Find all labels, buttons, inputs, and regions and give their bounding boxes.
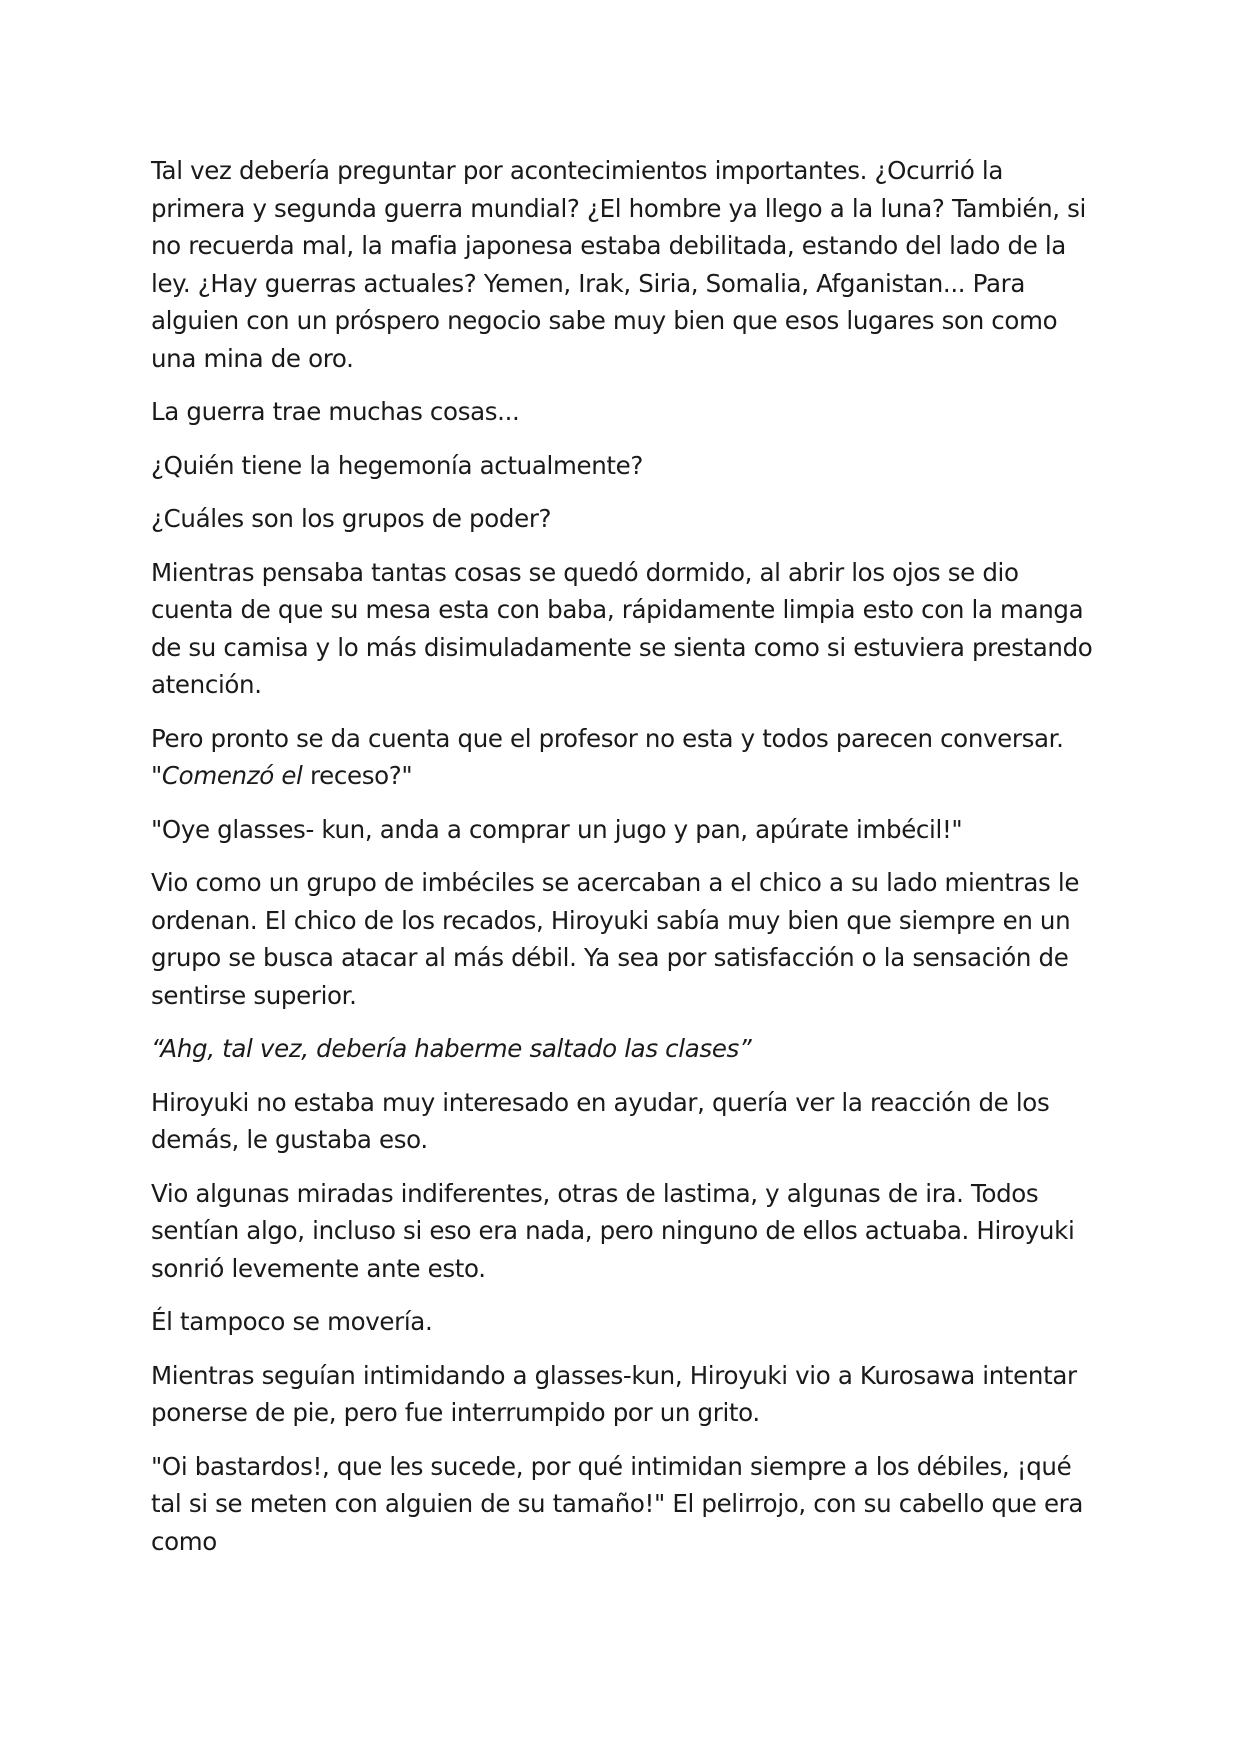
- paragraph: Él tampoco se movería.: [151, 1307, 433, 1336]
- dialogue-line: "Oye glasses- kun, anda a comprar un jugo y pan, apúrate imbécil!": [151, 814, 963, 844]
- paragraph-with-italic: [151, 720, 1101, 795]
- paragraph: Mientras pensaba tantas cosas se quedó dormido, al abrir los ojos se dio cuenta de que su mesa esta con baba, rápidamente limpia esto con la manga de su camisa y lo más disimuladamente se sienta como si estuviera prestando atención.: [151, 557, 1093, 699]
- paragraph: Mientras seguían intimidando a glasses-kun, Hiroyuki vio a Kurosawa intentar ponerse de pie, pero fue interrumpido por un grito.: [151, 1360, 1077, 1427]
- paragraph: "Oi bastardos!, que les sucede, por qué intimidan siempre a los débiles, ¡qué tal si se meten con alguien de su tamaño!" El pelirrojo, con su cabello que era como: [151, 1451, 1084, 1556]
- paragraph: Vio como un grupo de imbéciles se acercaban a el chico a su lado mientras le ordenan. El chico de los recados, Hiroyuki sabía muy bien que siempre en un grupo se busca atacar al más débil. Ya sea por satisfacción o la sensación de sentirse superior.: [151, 868, 1080, 1010]
- paragraph: ¿Quién tiene la hegemonía actualmente?: [151, 450, 644, 480]
- paragraph-text: Pero pronto se da cuenta que el profesor no esta y todos parecen conversar.: [151, 723, 1064, 753]
- paragraph: Tal vez debería preguntar por acontecimientos importantes. ¿Ocurrió la primera y segunda guerra mundial? ¿El hombre ya llego a la luna? También, si no recuerda mal, la mafia japonesa estaba debilitada, estando del lado de la ley. ¿Hay guerras actuales? Yemen, Irak, Siria, Somalia, Afganistan... Para alguien con un próspero negocio sabe muy bien que esos lugares son como una mina de oro.: [151, 156, 1086, 373]
- paragraph: ¿Cuáles son los grupos de poder?: [151, 504, 552, 533]
- quote-tail: receso?": [302, 761, 413, 790]
- italic-quote: "Comenzó el: [151, 761, 303, 790]
- paragraph: Vio algunas miradas indiferentes, otras de lastima, y algunas de ira. Todos sentían algo, incluso si eso era nada, pero ninguno de ellos actuaba. Hiroyuki sonrió levemente ante esto.: [151, 1178, 1075, 1283]
- italic-thought: “Ahg, tal vez, debería haberme saltado las clases”: [151, 1034, 752, 1063]
- paragraph: La guerra trae muchas cosas...: [151, 397, 520, 426]
- body-text: [151, 152, 1101, 1576]
- paragraph: Hiroyuki no estaba muy interesado en ayudar, quería ver la reacción de los demás, le gustaba eso.: [151, 1087, 1050, 1154]
